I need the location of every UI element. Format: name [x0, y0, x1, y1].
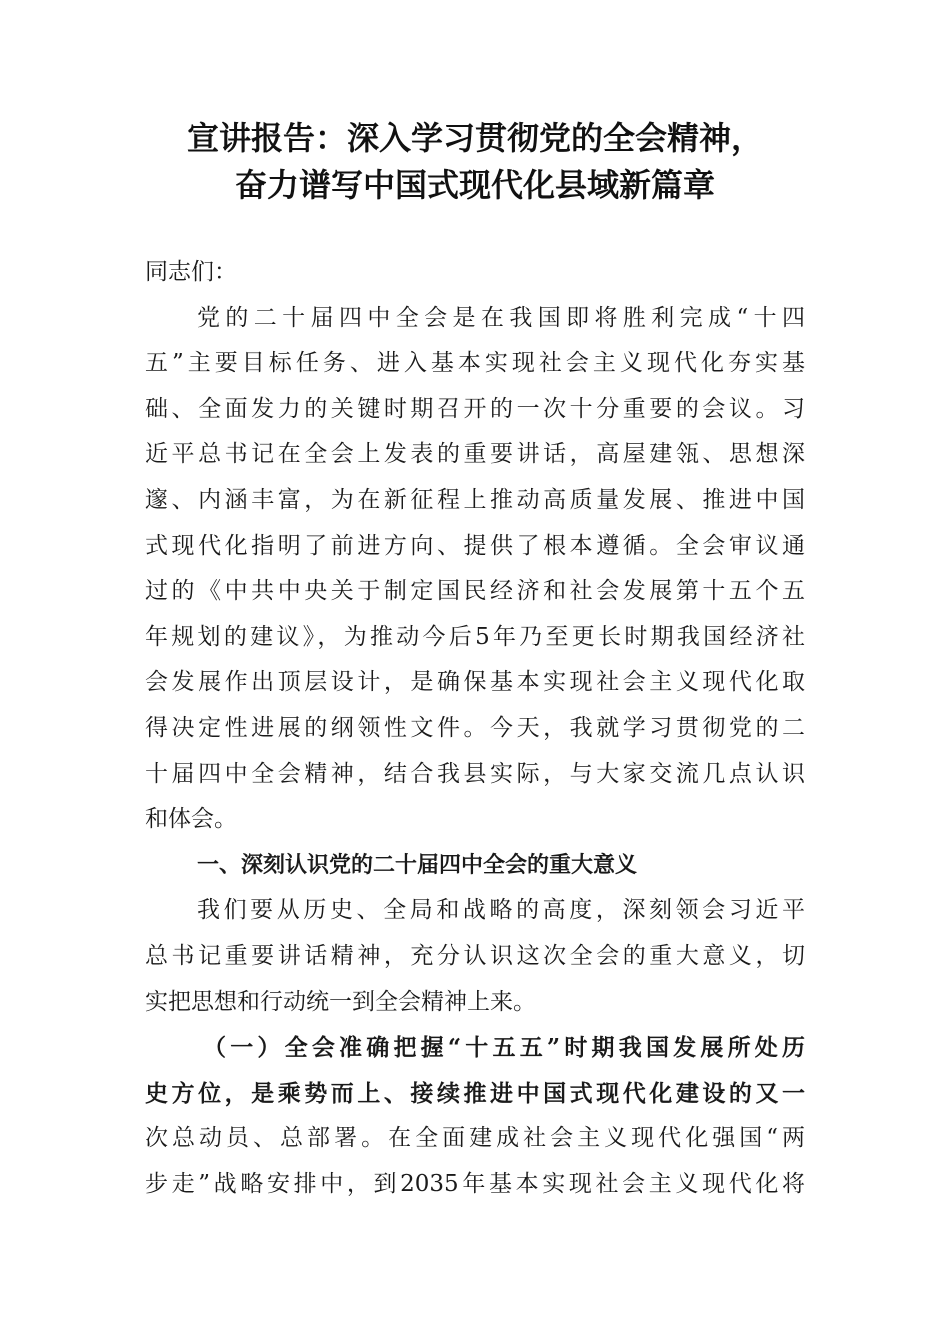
salutation: 同志们： — [145, 259, 237, 285]
subheading-line: （一）全会准确把握“十五五”时期我国发展所处历 — [203, 1034, 805, 1062]
paragraph-line: 次总动员、总部署。在全面建成社会主义现代化强国“两 — [145, 1125, 805, 1152]
document-body — [145, 250, 805, 1207]
paragraph-line: 邃、内涵丰富，为在新征程上推动高质量发展、推进中国 — [145, 486, 805, 513]
paragraph-line: 步走”战略安排中，到2035年基本实现社会主义现代化将 — [145, 1170, 805, 1197]
paragraph-line: 十届四中全会精神，结合我县实际，与大家交流几点认识 — [145, 760, 805, 787]
document-title-line-1: 宣讲报告：深入学习贯彻党的全会精神， — [186, 119, 763, 157]
paragraph-line: 实把思想和行动统一到全会精神上来。 — [145, 988, 536, 1015]
paragraph-subsection-1 — [145, 1116, 805, 1207]
paragraph-line: 年规划的建议》，为推动今后5年乃至更长时期我国经济社 — [145, 623, 805, 650]
paragraph-line: 近平总书记在全会上发表的重要讲话，高屋建瓴、思想深 — [145, 441, 805, 468]
paragraph-line: 总书记重要讲话精神，充分认识这次全会的重大意义，切 — [145, 942, 805, 969]
paragraph-line: 式现代化指明了前进方向、提供了根本遵循。全会审议通 — [145, 532, 805, 559]
subheading-line: 史方位，是乘势而上、接续推进中国式现代化建设的又一 — [145, 1079, 805, 1107]
paragraph-line: 和体会。 — [145, 806, 237, 833]
paragraph-line: 五”主要目标任务、进入基本实现社会主义现代化夯实基 — [145, 350, 805, 377]
section-heading-1: 一、深刻认识党的二十届四中全会的重大意义 — [197, 852, 638, 878]
paragraph-line: 会发展作出顶层设计，是确保基本实现社会主义现代化取 — [145, 669, 805, 696]
paragraph-line: 础、全面发力的关键时期召开的一次十分重要的会议。习 — [145, 395, 805, 422]
paragraph-section-1 — [145, 888, 805, 1025]
paragraph-line: 得决定性进展的纲领性文件。今天，我就学习贯彻党的二 — [145, 714, 805, 741]
paragraph-line: 党的二十届四中全会是在我国即将胜利完成“十四 — [197, 304, 805, 331]
paragraph-line: 我们要从历史、全局和战略的高度，深刻领会习近平 — [197, 897, 805, 924]
subheading-1 — [145, 1025, 805, 1116]
paragraph-intro — [145, 296, 805, 843]
paragraph-line: 过的《中共中央关于制定国民经济和社会发展第十五个五 — [145, 578, 805, 605]
document-title-line-2: 奋力谱写中国式现代化县域新篇章 — [234, 166, 715, 204]
